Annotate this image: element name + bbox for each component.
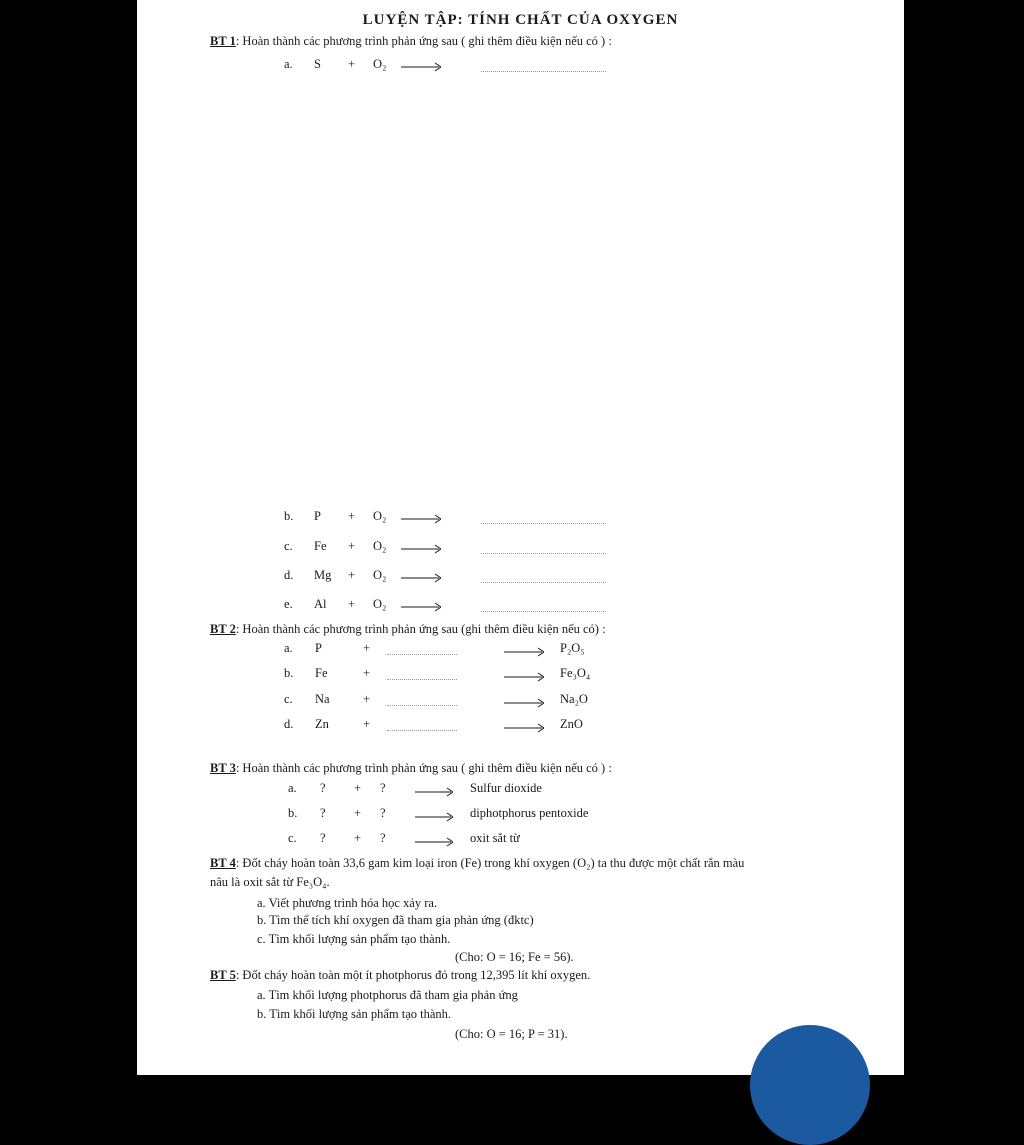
bt2-row-plus: + bbox=[363, 717, 371, 731]
bt3-row-product: Sulfur dioxide bbox=[470, 781, 542, 795]
bt1-row-answer-blank bbox=[481, 611, 606, 612]
bt2-row-answer-blank bbox=[387, 654, 457, 655]
bt3-heading bbox=[210, 761, 612, 776]
bt5-heading bbox=[210, 968, 590, 983]
bt1-row-answer-blank bbox=[481, 523, 606, 524]
page-title: LUYỆN TẬP: TÍNH CHẤT CỦA OXYGEN bbox=[362, 12, 679, 28]
bt2-row-letter: a. bbox=[284, 641, 293, 655]
bt3-row-plus: + bbox=[354, 781, 362, 795]
bt1-row-plus: + bbox=[348, 539, 356, 553]
bt1-row-letter: b. bbox=[284, 509, 294, 523]
bt1-row-plus: + bbox=[348, 568, 356, 582]
bt4-given: (Cho: O = 16; Fe = 56). bbox=[455, 950, 574, 964]
bt2-row-reactant: P bbox=[315, 641, 322, 655]
reaction-arrow-icon bbox=[401, 544, 441, 554]
reaction-arrow-icon bbox=[401, 514, 441, 524]
bt4-item-c: c. Tìm khối lượng sản phẩm tạo thành. bbox=[257, 932, 451, 946]
bt2-row-reactant: Na bbox=[315, 692, 330, 706]
reaction-arrow-icon bbox=[415, 812, 453, 822]
bt3-label: BT 3 bbox=[210, 761, 236, 775]
bt1-row-reactant1: Fe bbox=[314, 539, 327, 553]
bt1-heading bbox=[210, 34, 612, 49]
bt5-item-a: a. Tìm khối lượng photphorus đã tham gia phản ứng bbox=[257, 988, 518, 1002]
bt1-row-reactant2: O₂ bbox=[373, 539, 387, 553]
bt2-row-answer-blank bbox=[387, 679, 457, 680]
bt2-row-product: P₂O₅ bbox=[560, 641, 585, 655]
bt3-row-plus: + bbox=[354, 806, 362, 820]
bt1-row-reactant2: O₂ bbox=[373, 597, 387, 611]
bt3-row-reactant1: ? bbox=[320, 806, 326, 820]
bt1-row-letter: a. bbox=[284, 57, 293, 71]
bt1-row-plus: + bbox=[348, 509, 356, 523]
reaction-arrow-icon bbox=[504, 672, 544, 682]
bt3-row-letter: c. bbox=[288, 831, 297, 845]
bt4-heading bbox=[210, 856, 744, 871]
bt3-row-reactant2: ? bbox=[380, 831, 386, 845]
bt2-row-letter: c. bbox=[284, 692, 293, 706]
bt2-heading bbox=[210, 622, 606, 637]
bt1-row-reactant2: O₂ bbox=[373, 568, 387, 582]
reaction-arrow-icon bbox=[504, 723, 544, 733]
bt1-row-reactant2: O₂ bbox=[373, 57, 387, 71]
bt3-row-reactant2: ? bbox=[380, 781, 386, 795]
bt1-row-reactant1: S bbox=[314, 57, 321, 71]
reaction-arrow-icon bbox=[415, 787, 453, 797]
bt2-row-product: Na₂O bbox=[560, 692, 588, 706]
bt3-row-letter: a. bbox=[288, 781, 297, 795]
bt3-row-product: oxit sắt từ bbox=[470, 831, 520, 845]
bt2-row-product: Fe₃O₄ bbox=[560, 666, 591, 680]
bt4-item-b: b. Tìm thể tích khí oxygen đã tham gia phản ứng (đktc) bbox=[257, 913, 534, 927]
reaction-arrow-icon bbox=[415, 837, 453, 847]
reaction-arrow-icon bbox=[401, 62, 441, 72]
reaction-arrow-icon bbox=[401, 573, 441, 583]
reaction-arrow-icon bbox=[504, 698, 544, 708]
bt3-row-reactant2: ? bbox=[380, 806, 386, 820]
bt1-row-answer-blank bbox=[481, 71, 606, 72]
bt3-row-reactant1: ? bbox=[320, 831, 326, 845]
bt1-text: : Hoàn thành các phương trình phản ứng sau ( ghi thêm điều kiện nếu có ) : bbox=[235, 34, 612, 48]
bt1-row-letter: c. bbox=[284, 539, 293, 553]
bt5-item-b: b. Tìm khối lượng sản phẩm tạo thành. bbox=[257, 1007, 452, 1021]
bt2-row-product: ZnO bbox=[560, 717, 583, 731]
bt3-row-product: diphotphorus pentoxide bbox=[470, 806, 589, 820]
bt2-row-answer-blank bbox=[387, 730, 457, 731]
bt2-row-plus: + bbox=[363, 666, 371, 680]
bt1-row-letter: e. bbox=[284, 597, 293, 611]
bt2-text: : Hoàn thành các phương trình phản ứng sau (ghi thêm điều kiện nếu có) : bbox=[235, 622, 606, 636]
reaction-arrow-icon bbox=[401, 602, 441, 612]
bt5-line1: : Đốt cháy hoàn toàn một ít photphorus đỏ trong 12,395 lít khí oxygen. bbox=[235, 968, 591, 982]
bt3-row-plus: + bbox=[354, 831, 362, 845]
bt4-line1: : Đốt cháy hoàn toàn 33,6 gam kim loại iron (Fe) trong khí oxygen (O₂) ta thu được một chất rắn màu bbox=[235, 856, 745, 870]
bt5-label: BT 5 bbox=[210, 968, 236, 982]
bt1-row-reactant1: Mg bbox=[314, 568, 332, 582]
bt4-line2: nâu là oxit sắt từ Fe₃O₄. bbox=[210, 875, 330, 889]
floating-action-circle[interactable] bbox=[750, 1025, 870, 1145]
bt1-label: BT 1 bbox=[210, 34, 236, 48]
bt2-row-plus: + bbox=[363, 641, 371, 655]
bt3-row-letter: b. bbox=[288, 806, 298, 820]
bt3-row-reactant1: ? bbox=[320, 781, 326, 795]
bt1-row-reactant1: P bbox=[314, 509, 321, 523]
bt2-row-letter: d. bbox=[284, 717, 294, 731]
bt1-row-letter: d. bbox=[284, 568, 294, 582]
bt2-row-reactant: Fe bbox=[315, 666, 328, 680]
bt1-row-reactant2: O₂ bbox=[373, 509, 387, 523]
bt4-label: BT 4 bbox=[210, 856, 236, 870]
bt2-row-plus: + bbox=[363, 692, 371, 706]
bt2-row-answer-blank bbox=[387, 705, 457, 706]
reaction-arrow-icon bbox=[504, 647, 544, 657]
bt5-given: (Cho: O = 16; P = 31). bbox=[455, 1027, 568, 1041]
bt4-item-a: a. Viết phương trình hóa học xảy ra. bbox=[257, 896, 438, 910]
bt1-row-plus: + bbox=[348, 597, 356, 611]
bt1-row-plus: + bbox=[348, 57, 356, 71]
bt3-text: : Hoàn thành các phương trình phản ứng sau ( ghi thêm điều kiện nếu có ) : bbox=[235, 761, 612, 775]
bt2-label: BT 2 bbox=[210, 622, 236, 636]
worksheet-page bbox=[137, 0, 904, 1075]
bt1-row-reactant1: Al bbox=[314, 597, 327, 611]
bt1-row-answer-blank bbox=[481, 553, 606, 554]
bt1-row-answer-blank bbox=[481, 582, 606, 583]
bt2-row-letter: b. bbox=[284, 666, 294, 680]
bt2-row-reactant: Zn bbox=[315, 717, 329, 731]
